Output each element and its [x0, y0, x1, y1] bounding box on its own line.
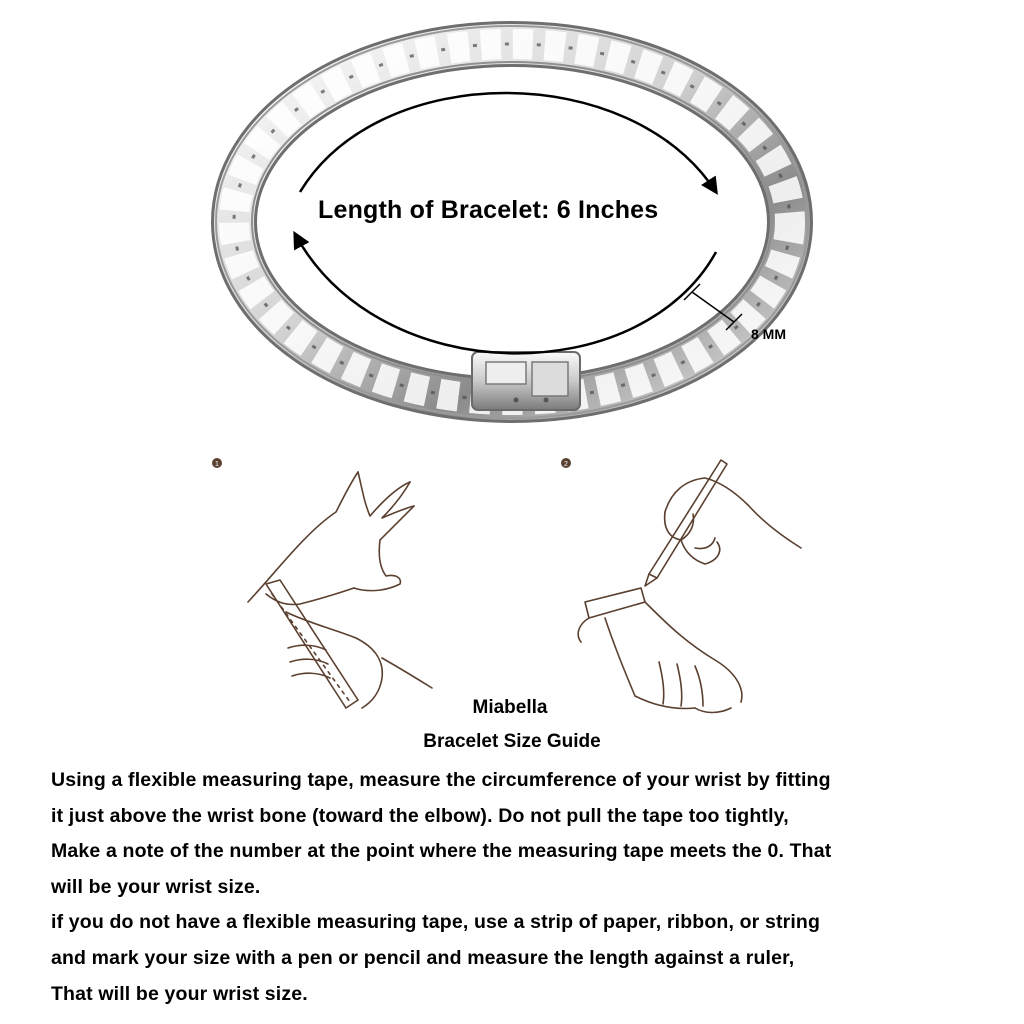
brand-name: Miabella: [472, 697, 548, 718]
instruction-line: and mark your size with a pen or pencil and measure the length against a ruler,: [51, 946, 795, 969]
bracelet-width-label: 8 MM: [751, 326, 786, 342]
instruction-line: Make a note of the number at the point where the measuring tape meets the 0. That: [51, 840, 832, 863]
clasp: [472, 352, 580, 410]
instruction-line: if you do not have a flexible measuring tape, use a strip of paper, ribbon, or string: [51, 911, 821, 934]
instruction-line: will be your wrist size.: [51, 875, 261, 898]
instruction-line: it just above the wrist bone (toward the elbow). Do not pull the tape too tightly,: [51, 804, 789, 827]
instructions-text: [51, 763, 1016, 1012]
instruction-line: Using a flexible measuring tape, measure the circumference of your wrist by fitting: [51, 769, 831, 791]
step-1-number: 1: [215, 461, 219, 468]
instruction-line: That will be your wrist size.: [51, 982, 308, 1005]
step-2-number: 2: [564, 461, 568, 468]
bracelet-length-label: Length of Bracelet: 6 Inches: [318, 196, 659, 224]
step-1-illustration: [196, 452, 496, 732]
guide-title: Bracelet Size Guide: [423, 731, 601, 752]
step-2-illustration: [545, 452, 845, 732]
